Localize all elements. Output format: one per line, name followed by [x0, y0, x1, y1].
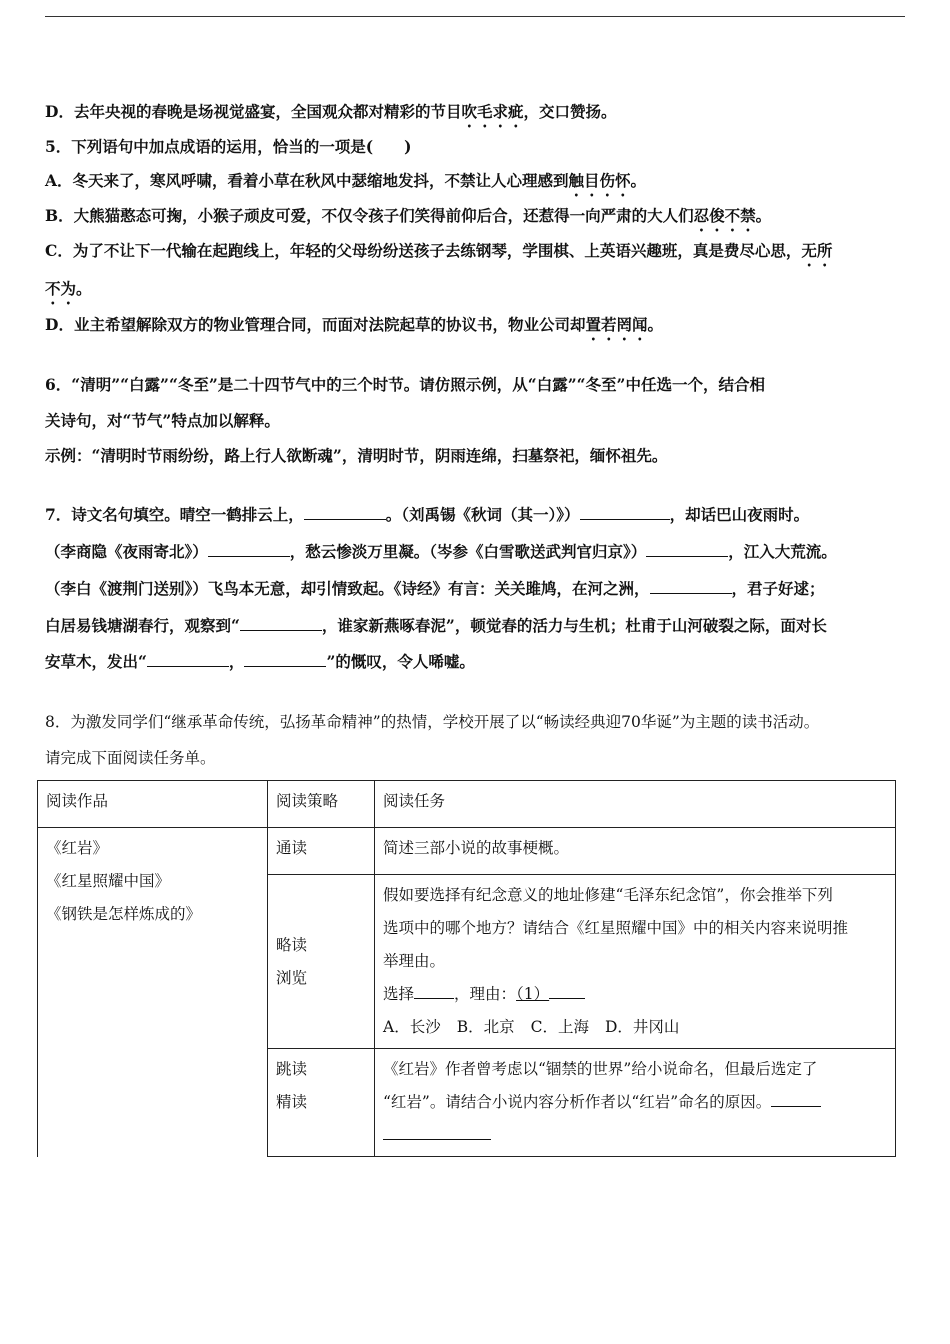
q5-option-b [45, 206, 771, 235]
reading-task-table [37, 780, 896, 1157]
strategy-label: 精读 [276, 1093, 308, 1111]
task-text: 举理由。 [383, 952, 446, 970]
answer-blank-8[interactable] [244, 652, 326, 667]
q5c-prefix: C．为了不让下一代输在起跑线上，年轻的父母纷纷送孩子去练钢琴，学围棋、上英语兴趣班，真是费尽心思， [45, 241, 802, 260]
choice-blank[interactable] [414, 984, 454, 999]
q7-l2a: （李商隐《夜雨寄北》） [45, 542, 208, 561]
answer-blank-7[interactable] [147, 652, 229, 667]
q5a-dotted-idiom: 触目伤怀 [568, 171, 631, 190]
q4-option-d [45, 102, 616, 131]
choice-label: 选择 [383, 985, 415, 1003]
header-works: 阅读作品 [38, 781, 268, 828]
q5c-suffix: 。 [76, 279, 92, 298]
q5c-dotted-idiom-part1: 无所 [801, 241, 833, 260]
q7-line5 [45, 652, 475, 672]
task-text: “红岩”。请结合小说内容分析作者以“红岩”命名的原因。 [383, 1093, 772, 1111]
q7-l1a: 7．诗文名句填空。晴空一鹤排云上， [45, 505, 304, 524]
q6-line1: 6．“清明”“白露”“冬至”是二十四节气中的三个时节。请仿照示例，从“白露”“冬至”中任选一个，结合相 [45, 375, 765, 394]
q5c-dotted-idiom-part2: 不为 [45, 279, 77, 298]
options-line [383, 1011, 887, 1044]
task-text: 选项中的哪个地方？请结合《红星照耀中国》中的相关内容来说明推 [383, 919, 849, 937]
task-text: 假如要选择有纪念意义的地址修建“毛泽东纪念馆”，你会推举下列 [383, 886, 833, 904]
task-text: 简述三部小说的故事梗概。 [383, 839, 570, 857]
q6-example: 示例：“清明时节雨纷纷，路上行人欲断魂”，清明时节，阴雨连绵，扫墓祭祀，缅怀祖先。 [45, 446, 668, 465]
q5-option-c [45, 241, 832, 270]
answer-blank-9[interactable] [771, 1092, 821, 1107]
answer-blank-2[interactable] [580, 505, 670, 520]
option-c[interactable]: C．上海 [530, 1018, 589, 1036]
choice-line [383, 978, 887, 1011]
q8-line2: 请完成下面阅读任务单。 [45, 749, 216, 767]
task-text: 《红岩》作者曾考虑以“锢禁的世界”给小说命名，但最后选定了 [383, 1060, 818, 1078]
q5b-suffix: 。 [755, 206, 772, 225]
q7-l5c: ”的慨叹，令人唏嘘。 [326, 652, 475, 671]
answer-blank-4[interactable] [646, 542, 728, 557]
q5-option-d [45, 315, 663, 344]
q4d-dotted-idiom: 吹毛求疵 [461, 102, 524, 121]
work-item: 《红岩》 [46, 839, 109, 857]
q7-l3a: （李白《渡荆门送别》）飞鸟本无意，却引情致起。《诗经》有言：关关雎鸠，在河之洲， [45, 579, 650, 598]
work-item: 《钢铁是怎样炼成的》 [46, 905, 202, 923]
q5b-dotted-idiom: 忍俊不禁 [693, 206, 756, 225]
q5-option-c-cont [45, 279, 92, 308]
q7-l2c: ，江入大荒流。 [728, 542, 837, 561]
strategy-cell [268, 1049, 375, 1157]
answer-blank-3[interactable] [208, 542, 290, 557]
task-cell [375, 1049, 896, 1157]
q7-l4a: 白居易钱塘湖春行，观察到“ [45, 616, 240, 635]
q7-l4b: ，谁家新燕啄春泥”，顿觉春的活力与生机；杜甫于山河破裂之际，面对长 [321, 616, 827, 635]
q5b-prefix: B．大熊猫憨态可掬，小猴子顽皮可爱，不仅令孩子们笑得前仰后合，还惹得一向严肃的大人们 [45, 206, 694, 225]
q8-line1: 8．为激发同学们“继承革命传统，弘扬革命精神”的热情，学校开展了以“畅读经典迎70华诞”为主题的读书活动。 [45, 713, 820, 731]
q7-l2b: ，愁云惨淡万里凝。（岑参《白雪歌送武判官归京》） [289, 542, 647, 561]
q5a-suffix: 。 [630, 171, 647, 190]
answer-blank-1[interactable] [304, 505, 386, 520]
q7-l3b: ，君子好逑； [731, 579, 825, 598]
strategy-label: 跳读 [276, 1060, 308, 1078]
reason-mark: （1） [516, 985, 550, 1003]
works-cell [38, 828, 268, 1157]
task-cell [375, 828, 896, 875]
strategy-label: 通读 [276, 839, 308, 857]
q5d-suffix: 。 [647, 315, 663, 334]
q7-l5a: 安草木，发出“ [45, 652, 147, 671]
strategy-label: 略读 [276, 935, 308, 954]
header-rule [45, 16, 905, 17]
q5d-dotted-idiom: 置若罔闻 [585, 315, 648, 334]
q7-line1 [45, 505, 809, 525]
task-cell [375, 875, 896, 1049]
q5a-prefix: A．冬天来了，寒风呼啸，看着小草在秋风中瑟缩地发抖，不禁让人心理感到 [45, 171, 569, 190]
q5d-prefix: D．业主希望解除双方的物业管理合同，而面对法院起草的协议书，物业公司却 [45, 315, 586, 334]
answer-blank-10[interactable] [383, 1125, 491, 1140]
work-item: 《红星照耀中国》 [46, 872, 171, 890]
header-task: 阅读任务 [375, 781, 896, 828]
q5-stem: 5．下列语句中加点成语的运用，恰当的一项是( ) [45, 137, 412, 156]
table-header-row [38, 781, 896, 828]
task-text-with-blank [383, 1086, 887, 1119]
q7-line2 [45, 542, 837, 562]
q4d-suffix: ，交口赞扬。 [523, 102, 617, 121]
q7-line4 [45, 616, 827, 636]
answer-blank-5[interactable] [650, 579, 732, 594]
q7-l1b: 。（刘禹锡《秋词（其一）》） [385, 505, 580, 524]
q7-l1c: ，却话巴山夜雨时。 [669, 505, 810, 524]
answer-blank-6[interactable] [240, 616, 322, 631]
option-d[interactable]: D．井冈山 [604, 1018, 680, 1036]
strategy-label: 浏览 [276, 968, 308, 987]
option-a[interactable]: A．长沙 [383, 1018, 441, 1036]
blank-line [383, 1119, 887, 1152]
strategy-cell [268, 875, 375, 1049]
reason-blank[interactable] [549, 984, 585, 999]
strategy-cell [268, 828, 375, 875]
q4d-prefix: D．去年央视的春晚是场视觉盛宴，全国观众都对精彩的节目 [45, 102, 462, 121]
option-b[interactable]: B．北京 [456, 1018, 515, 1036]
q7-line3 [45, 579, 825, 599]
q5-option-a [45, 171, 646, 200]
q7-l5b: ， [228, 652, 245, 671]
header-strategy: 阅读策略 [268, 781, 375, 828]
reason-label: ，理由： [454, 985, 517, 1003]
table-row [38, 828, 896, 875]
q6-line2: 关诗句，对“节气”特点加以解释。 [45, 411, 280, 430]
